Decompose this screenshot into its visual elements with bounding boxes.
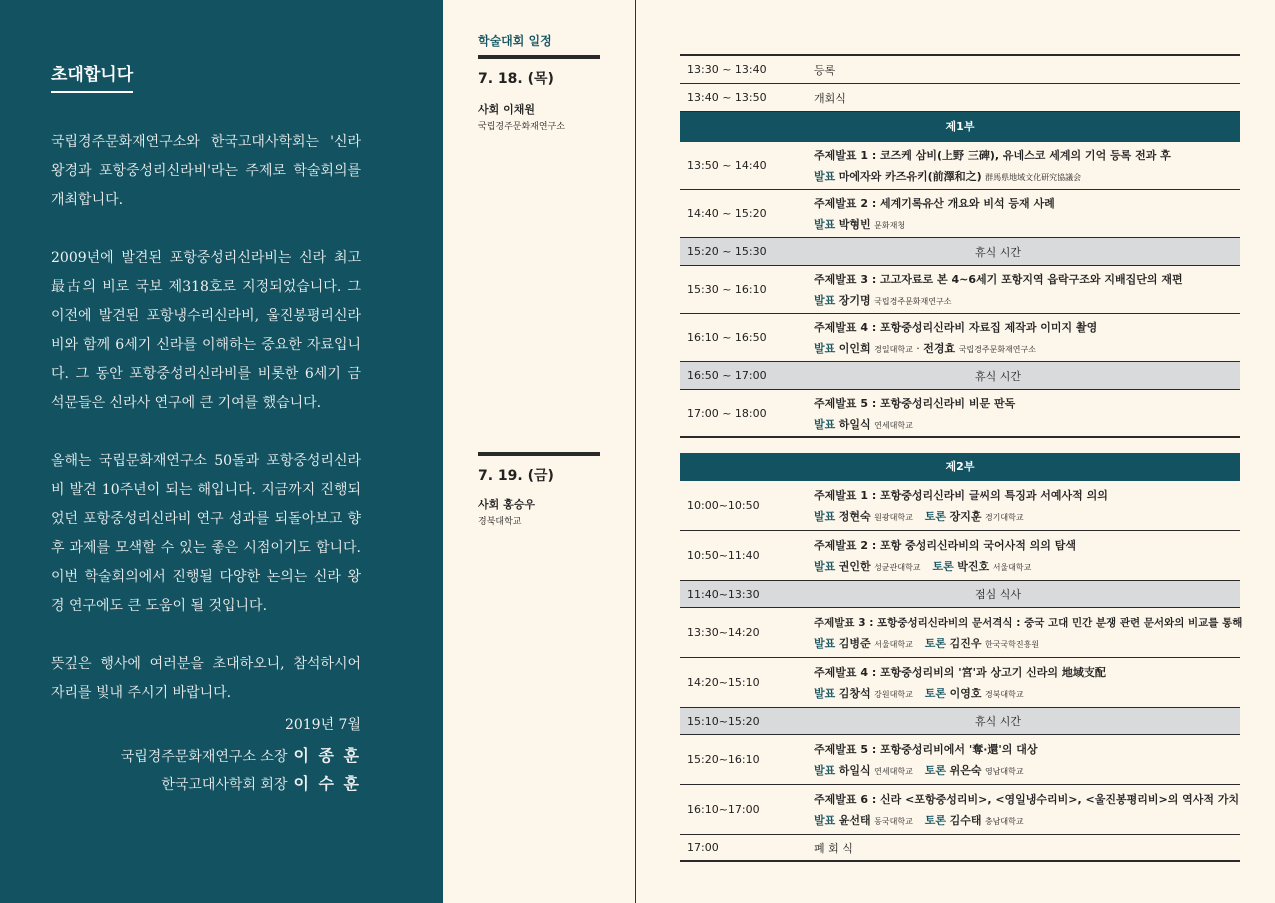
presenter-affiliation: 동국대학교 <box>874 817 913 826</box>
row-desc <box>814 615 1242 651</box>
row-time: 13:30~14:20 <box>687 626 760 639</box>
row-time: 16:10~17:00 <box>687 803 760 816</box>
presenter-label: 발표 <box>814 294 836 307</box>
discussant-name: 이영호 <box>949 687 982 700</box>
topic-title: 주제발표 6 : 신라 <포항중성리비>, <영일냉수리비>, <울진봉평리비>의 역사적 가치 <box>814 793 1240 806</box>
presenter-label: 발표 <box>814 687 836 700</box>
presenter-name: 김창석 <box>838 687 871 700</box>
presenter-affiliation: 서울대학교 <box>874 639 913 649</box>
signature-2-org: 한국고대사학회 회장 <box>161 777 288 793</box>
signature-2-name: 이 수 훈 <box>293 774 361 793</box>
topic-title: 주제발표 3 : 포항중성리신라비의 문서격식 : 중국 고대 민간 분쟁 관련 문서와의 비교를 통해 <box>814 616 1243 629</box>
schedule-row <box>680 735 1240 785</box>
row-desc: 휴식 시간 <box>974 369 1021 383</box>
separator: · <box>916 342 920 355</box>
row-desc <box>814 664 1240 701</box>
break-row <box>680 238 1240 266</box>
paragraph-history: 2009년에 발견된 포항중성리신라비는 신라 최고最古의 비로 국보 제318호로 지정되었습니다. 그 이전에 발견된 포항냉수리신라비, 울진봉평리신라비와 함께 6세기 신라를 이해하는 중요한 자료입니다. 그 동안 포항중성리신라비를 비롯한 6세기 금석문들은 신라사 연구에 큰 기여를 했습니다. <box>51 250 361 411</box>
schedule-sidebar <box>443 0 636 903</box>
presenter <box>814 168 1240 184</box>
discussant-affiliation: 한국국학진흥원 <box>984 639 1040 649</box>
break-row <box>680 362 1240 390</box>
presenter-name: 하일식 <box>838 764 871 777</box>
schedule-row <box>680 56 1240 84</box>
paragraph-closing: 뜻깊은 행사에 여러분을 초대하오니, 참석하시어 자리를 빛내 주시기 바랍니다. <box>51 656 361 701</box>
presenter-name: 박형빈 <box>838 218 871 231</box>
signature-1 <box>121 743 361 766</box>
discussant-affiliation: 충남대학교 <box>984 817 1024 826</box>
row-time: 14:20~15:10 <box>687 676 760 689</box>
discussant-label: 토론 <box>924 814 947 827</box>
discussant-label: 토론 <box>932 560 954 573</box>
row-time: 15:30 ~ 16:10 <box>687 283 767 296</box>
discussant-name: 장지훈 <box>949 510 982 523</box>
row-desc <box>814 741 1240 778</box>
presenter <box>814 812 1240 828</box>
row-desc: 점심 식사 <box>974 588 1021 601</box>
day1-date: 7. 18. (목) <box>478 71 554 87</box>
topic-title: 주제발표 5 : 포항중성리비에서 '奪·還'의 대상 <box>814 743 1038 756</box>
signature-date: 2019년 7월 <box>284 717 361 733</box>
row-desc <box>814 319 1240 356</box>
discussant-name: 위은숙 <box>949 764 982 777</box>
presenter-label: 발표 <box>814 170 836 183</box>
schedule-row <box>680 481 1240 531</box>
discussant-affiliation: 영남대학교 <box>984 767 1024 776</box>
schedule-row <box>680 390 1240 438</box>
divider <box>478 452 600 456</box>
schedule-row <box>680 835 1240 862</box>
invitation-body <box>51 128 361 737</box>
break-row <box>680 708 1240 735</box>
row-time: 16:10 ~ 16:50 <box>687 331 767 344</box>
row-time: 15:20 ~ 15:30 <box>687 245 767 258</box>
topic-title: 주제발표 1 : 코즈케 삼비(上野 三碑), 유네스코 세계의 기억 등록 전과 후 <box>814 149 1171 162</box>
row-desc: 등록 <box>814 63 836 77</box>
topic-title: 주제발표 2 : 세계기록유산 개요와 비석 등재 사례 <box>814 197 1055 210</box>
schedule-row <box>680 785 1240 835</box>
row-desc <box>814 537 1240 574</box>
signature-2 <box>161 771 361 794</box>
presenter-affiliation: 경일대학교 <box>874 345 913 354</box>
row-desc <box>814 271 1240 308</box>
presenter-label: 발표 <box>814 636 836 650</box>
presenter-label: 발표 <box>814 814 836 827</box>
schedule-row <box>680 84 1240 112</box>
presenter-name: 이인희 <box>838 342 871 355</box>
signature-1-name: 이 종 훈 <box>293 746 361 765</box>
row-desc <box>814 791 1240 828</box>
topic-title: 주제발표 1 : 포항중성리신라비 글씨의 특징과 서예사적 의의 <box>814 489 1108 502</box>
topic-title: 주제발표 5 : 포항중성리신라비 비문 판독 <box>814 396 1016 410</box>
day1-host-affiliation: 국립경주문화재연구소 <box>478 122 565 132</box>
presenter-label: 발표 <box>814 510 836 523</box>
break-row <box>680 581 1240 608</box>
row-time: 13:50 ~ 14:40 <box>687 159 767 172</box>
schedule-row <box>680 142 1240 190</box>
schedule-row <box>680 266 1240 314</box>
row-desc: 개회식 <box>814 91 846 105</box>
schedule-row <box>680 314 1240 362</box>
schedule-row <box>680 608 1243 658</box>
day1-schedule <box>680 54 1240 438</box>
row-desc <box>814 487 1240 524</box>
invitation-title: 초대합니다 <box>51 60 133 93</box>
discussant-label: 토론 <box>924 510 947 523</box>
row-time: 10:00~10:50 <box>687 499 760 512</box>
presenter-affiliation: 성균관대학교 <box>874 563 921 572</box>
day2-host: 사회 홍승우 <box>478 498 535 511</box>
day1-host: 사회 이채원 <box>478 103 535 116</box>
presenter-affiliation: 원광대학교 <box>874 513 913 522</box>
day2-date: 7. 19. (금) <box>478 468 554 484</box>
row-time: 13:40 ~ 13:50 <box>687 91 767 104</box>
presenter <box>814 340 1240 356</box>
row-desc <box>814 195 1240 232</box>
discussant-affiliation: 경북대학교 <box>984 690 1024 699</box>
presenter-affiliation: 국립경주문화재연구소 <box>874 297 952 306</box>
discussant-affiliation: 서울대학교 <box>992 563 1032 572</box>
presenter-label: 발표 <box>814 342 836 355</box>
presenter-affiliation: 群馬県地域文化研究協議会 <box>985 173 1082 182</box>
presenter-name: 윤선태 <box>838 814 871 827</box>
discussant-affiliation: 경기대학교 <box>984 513 1024 522</box>
row-desc: 폐 회 식 <box>814 841 853 855</box>
row-time: 14:40 ~ 15:20 <box>687 207 767 220</box>
day2-schedule <box>680 453 1243 862</box>
presenter-label: 발표 <box>814 218 836 231</box>
row-time: 17:00 <box>687 841 719 854</box>
discussant-label: 토론 <box>924 636 947 650</box>
row-desc <box>814 395 1240 432</box>
discussant-name: 박진호 <box>957 560 990 573</box>
row-time: 15:20~16:10 <box>687 753 760 766</box>
presenter <box>814 416 1240 432</box>
presenter-name: 전경효 <box>923 342 956 355</box>
topic-title: 주제발표 4 : 포항중성리비의 '宮'과 상고기 신라의 地域支配 <box>814 666 1106 679</box>
presenter-label: 발표 <box>814 764 836 777</box>
topic-title: 주제발표 2 : 포항 중성리신라비의 국어사적 의의 탐색 <box>814 539 1077 552</box>
row-desc: 휴식 시간 <box>974 715 1021 728</box>
signature-1-org: 국립경주문화재연구소 소장 <box>120 749 288 765</box>
presenter-label: 발표 <box>814 417 836 431</box>
presenter <box>814 508 1240 524</box>
presenter-affiliation: 강원대학교 <box>874 690 913 699</box>
schedule-row <box>680 190 1240 238</box>
day2-host-affiliation: 경북대학교 <box>478 517 522 527</box>
topic-title: 주제발표 4 : 포항중성리신라비 자료집 제작과 이미지 촬영 <box>814 321 1098 334</box>
presenter-name: 장기명 <box>838 294 871 307</box>
discussant-name: 김진우 <box>949 636 982 650</box>
divider <box>478 55 600 59</box>
discussant-label: 토론 <box>924 687 947 700</box>
discussant-name: 김수태 <box>949 814 982 827</box>
row-desc: 휴식 시간 <box>974 245 1021 259</box>
row-desc <box>814 147 1240 184</box>
presenter <box>814 292 1240 308</box>
presenter-affiliation: 연세대학교 <box>874 420 913 430</box>
row-time: 11:40~13:30 <box>687 587 760 601</box>
row-time: 15:10~15:20 <box>687 714 760 728</box>
paragraph-anniversary: 올해는 국립문화재연구소 50돌과 포항중성리신라비 발견 10주년이 되는 해입니다. 지금까지 진행되었던 포항중성리신라비 연구 성과를 되돌아보고 향후 과제를 모색할 수 있는 좋은 시점이기도 합니다. 이번 학술회의에서 진행될 다양한 논의는 신라 왕경 연구에도 큰 도움이 될 것입니다. <box>51 453 361 614</box>
row-time: 10:50~11:40 <box>687 549 760 562</box>
schedule-row <box>680 531 1240 581</box>
discussant-label: 토론 <box>924 764 947 777</box>
row-time: 17:00 ~ 18:00 <box>687 406 767 420</box>
presenter <box>814 216 1240 232</box>
presenter-name: 정현숙 <box>838 510 871 523</box>
schedule-title: 학술대회 일정 <box>478 34 552 48</box>
presenter <box>814 685 1240 701</box>
presenter-affiliation: 연세대학교 <box>874 767 913 776</box>
topic-title: 주제발표 3 : 고고자료로 본 4~6세기 포항지역 읍락구조와 지배집단의 재편 <box>814 273 1183 286</box>
paragraph-intro: 국립경주문화재연구소와 한국고대사학회는 '신라 왕경과 포항중성리신라비'라는 주제로 학술회의를 개최합니다. <box>51 134 361 208</box>
presenter <box>814 635 1242 651</box>
row-time: 16:50 ~ 17:00 <box>687 369 767 382</box>
presenter <box>814 558 1240 574</box>
presenter-affiliation: 국립경주문화재연구소 <box>958 345 1036 354</box>
part-header: 제2부 <box>680 453 1240 481</box>
presenter-label: 발표 <box>814 560 836 573</box>
row-time: 13:30 ~ 13:40 <box>687 63 767 76</box>
presenter-name: 권인한 <box>838 560 871 573</box>
presenter <box>814 762 1240 778</box>
presenter-affiliation: 문화재청 <box>874 221 906 230</box>
presenter-name: 마에자와 카즈유키(前澤和之) <box>838 170 982 183</box>
presenter-name: 김병준 <box>838 636 871 650</box>
part-header: 제1부 <box>680 112 1240 142</box>
schedule-row <box>680 658 1240 708</box>
invitation-panel <box>0 0 443 903</box>
presenter-name: 하일식 <box>838 417 871 431</box>
